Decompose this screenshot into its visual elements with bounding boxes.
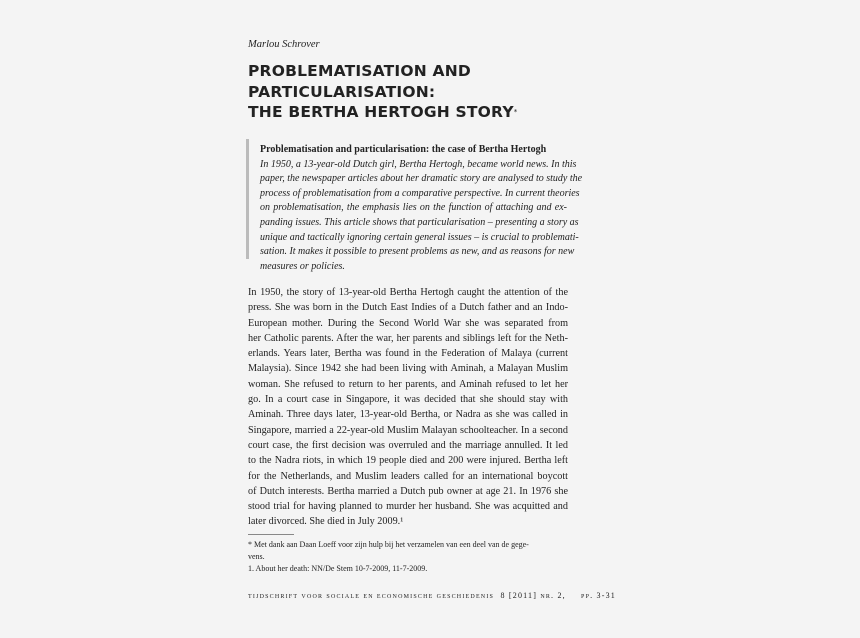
text-line: In 1950, a 13-year-old Dutch girl, Bertha Hertogh, became world news. In this xyxy=(260,158,577,170)
text-line: measures or policies. xyxy=(260,260,345,272)
text-line: on problematisation, the emphasis lies on the function of attaching and ex- xyxy=(260,202,567,214)
article-title xyxy=(248,61,517,123)
footnotes xyxy=(248,539,568,575)
text-line: In 1950, the story of 13-year-old Bertha Hertogh caught the attention of the xyxy=(248,287,568,298)
text-line: of Dutch interests. Bertha married a Dutch pub owner at age 21. In 1976 she xyxy=(248,485,568,497)
title-line: THE BERTHA HERTOGH STORY* xyxy=(248,103,518,121)
author: Marlou Schrover xyxy=(248,39,320,50)
abstract-heading: Problematisation and particularisation: the case of Bertha Hertogh xyxy=(260,144,547,155)
text-line: European mother. During the Second World War she was separated from xyxy=(248,317,568,329)
text-line: woman. She refused to return to her parents, and Aminah refused to let her xyxy=(248,378,568,390)
text-line: 1. About her death: NN/De Stem 10-7-2009, 11-7-2009. xyxy=(248,564,428,573)
title-line: PROBLEMATISATION AND xyxy=(248,62,471,80)
text-line: court case, the first decision was overruled and the marriage annulled. It led xyxy=(248,439,568,451)
abstract-bar xyxy=(246,139,249,259)
text-line: to the Nadra riots, in which 19 people died and 200 were injured. Bertha left xyxy=(248,455,568,467)
footer-pages: pp. 3-31 xyxy=(581,591,616,600)
text-line: vens. xyxy=(248,552,265,561)
footnote-rule xyxy=(248,534,294,535)
text-line: unique and tactically ignoring certain general issues – is crucial to problemati- xyxy=(260,231,579,243)
text-line: erlands. Years later, Bertha was found in the Federation of Malaya (current xyxy=(248,348,568,360)
title-footnote-mark: * xyxy=(513,108,518,116)
abstract xyxy=(260,143,583,274)
text-line: stood trial for having planned to murder her husband. She was acquitted and xyxy=(248,501,568,513)
text-line: panding issues. This article shows that particularisation – presenting a story as xyxy=(260,216,579,228)
footer-journal: tijdschrift voor sociale en economische geschiedenis 8 [2011] nr. 2, xyxy=(248,591,566,600)
text-line: her Catholic parents. After the war, her parents and siblings left for the Neth- xyxy=(248,332,568,344)
text-line: Aminah. Three days later, 13-year-old Bertha, or Nadra as she was called in xyxy=(248,409,568,421)
text-line: paper, the newspaper articles about her dramatic story are analysed to study the xyxy=(260,173,583,185)
running-footer xyxy=(248,591,616,600)
text-line: for the Netherlands, and Muslim leaders called for an international boycott xyxy=(248,470,568,482)
text-line: sation. It makes it possible to present problems as new, and as reasons for new xyxy=(260,246,575,258)
text-line: * Met dank aan Daan Loeff voor zijn hulp bij het verzamelen van een deel van de gege- xyxy=(248,540,529,549)
body-text xyxy=(248,285,568,530)
title-line: PARTICULARISATION: xyxy=(248,82,436,101)
text-line: Singapore, married a 22-year-old Muslim Malayan schoolteacher. In a second xyxy=(248,424,568,436)
text-line: Malaysia). Since 1942 she had been living with Aminah, a Malayan Muslim xyxy=(248,363,568,375)
text-line: later divorced. She died in July 2009.¹ xyxy=(248,516,404,528)
text-line: go. In a court case in Singapore, it was decided that she should stay with xyxy=(248,394,568,406)
text-line: press. She was born in the Dutch East Indies of a Dutch father and an Indo- xyxy=(248,302,568,314)
text-line: process of problematisation from a comparative perspective. In current theories xyxy=(260,187,580,199)
